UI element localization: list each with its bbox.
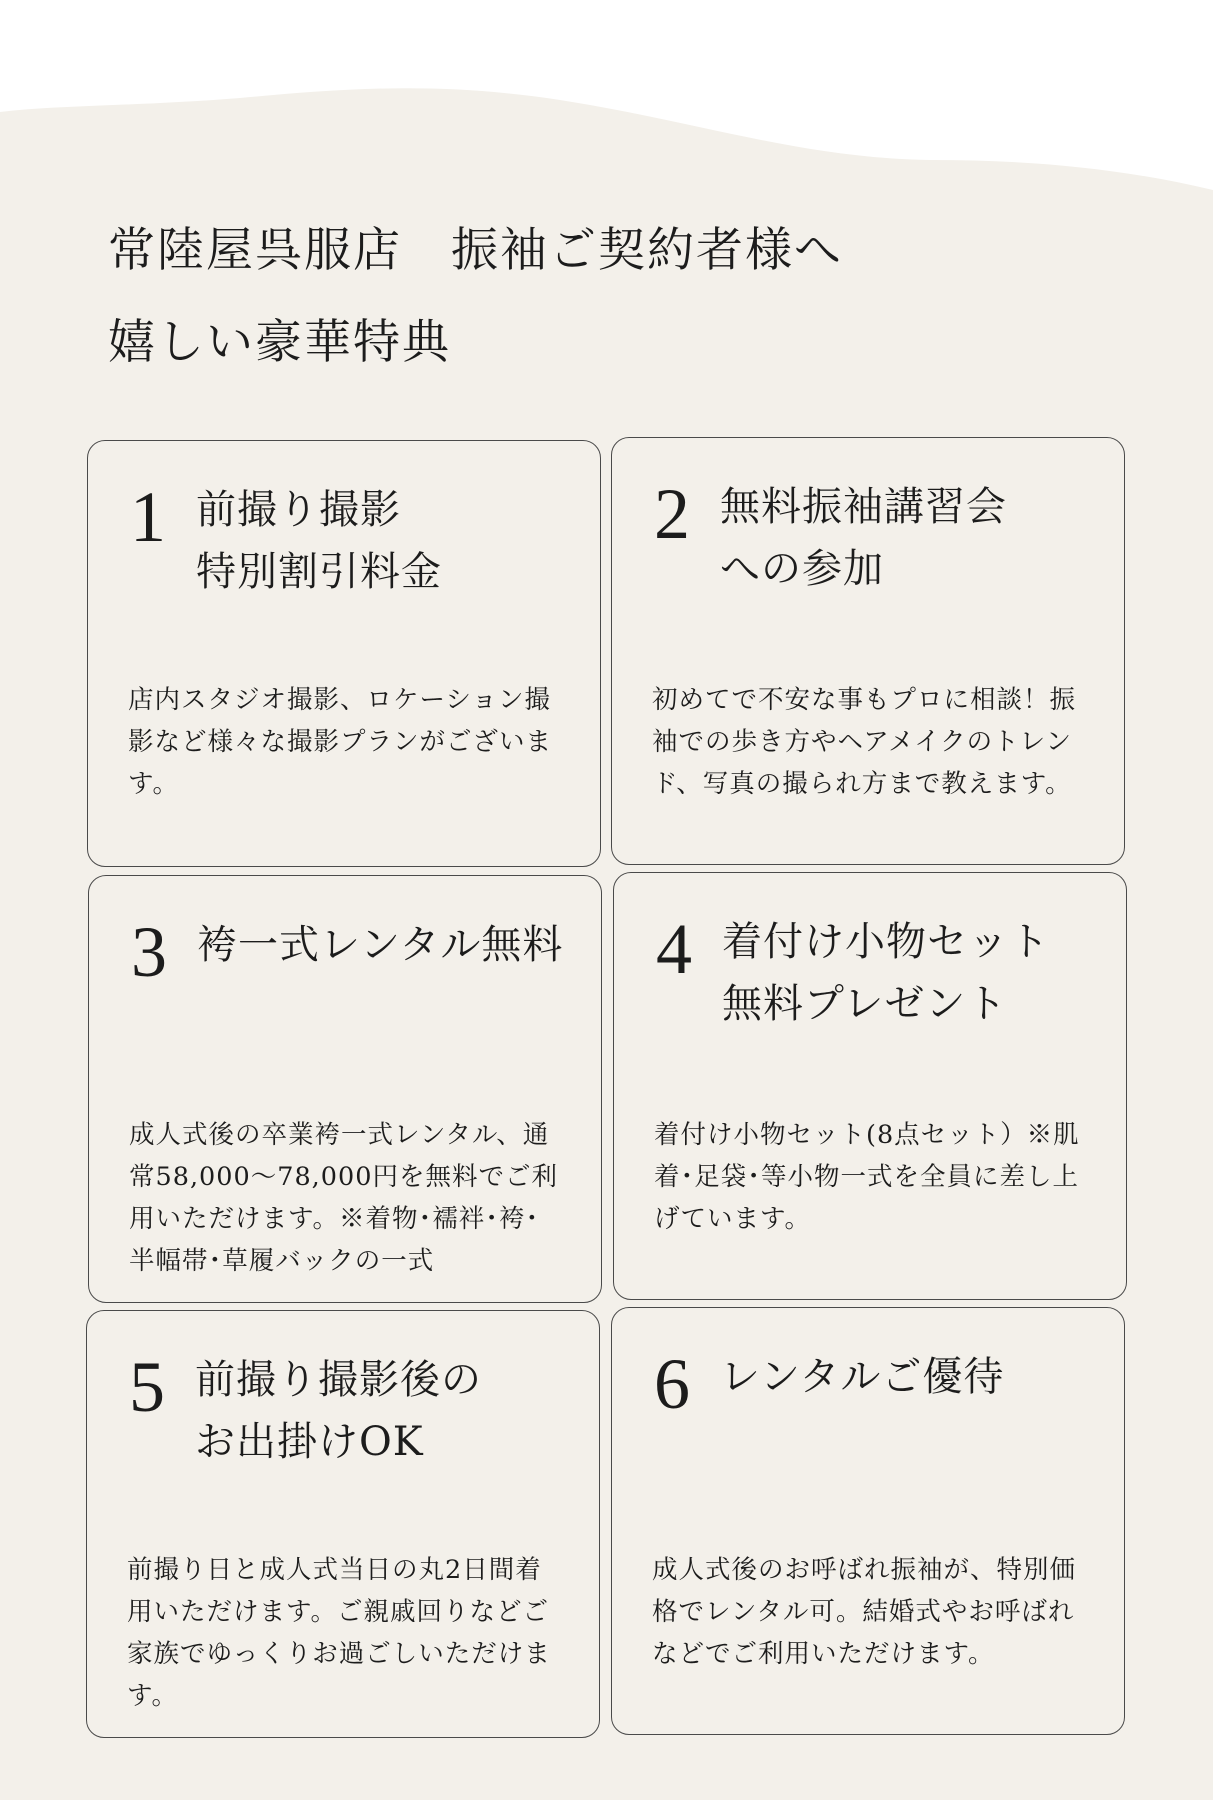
benefit-card-3 xyxy=(88,875,602,1303)
card-number: 1 xyxy=(130,477,166,557)
top-wave-decoration xyxy=(0,0,1213,240)
card-title-line-1: レンタルご優待 xyxy=(720,1354,1005,1400)
benefit-card-6 xyxy=(611,1307,1125,1735)
benefit-card-1 xyxy=(87,440,601,867)
card-number: 4 xyxy=(656,909,692,989)
card-title xyxy=(196,479,442,603)
header-line-2: 嬉しい豪華特典 xyxy=(108,315,451,370)
card-description: 成人式後のお呼ばれ振袖が、特別価格でレンタル可。結婚式やお呼ばれなどでご利用いただけます。 xyxy=(652,1555,1077,1669)
card-title-line-2: 特別割引料金 xyxy=(196,549,442,595)
card-title-line-2: への参加 xyxy=(720,546,884,592)
card-description: 店内スタジオ撮影、ロケーション撮影など様々な撮影プランがございます。 xyxy=(128,685,553,799)
card-title-line-1: 前撮り撮影後の xyxy=(195,1357,482,1403)
page-header xyxy=(108,205,1108,389)
card-description: 成人式後の卒業袴一式レンタル、通常58,000～78,000円を無料でご利用いただけます。※着物･襦袢･袴･半幅帯･草履バックの一式 xyxy=(129,1120,558,1276)
card-title xyxy=(722,911,1050,1035)
card-title-line-1: 着付け小物セット xyxy=(722,919,1050,965)
card-title-line-1: 無料振袖講習会 xyxy=(720,484,1007,530)
card-title xyxy=(720,476,1007,600)
card-number: 5 xyxy=(129,1347,165,1427)
card-title-line-1: 前撮り撮影 xyxy=(196,487,401,533)
card-number: 2 xyxy=(654,474,690,554)
card-description: 前撮り日と成人式当日の丸2日間着用いただけます。ご親戚回りなどご家族でゆっくりお過ごしいただけます。 xyxy=(127,1555,551,1711)
header-line-1: 常陸屋呉服店 振袖ご契約者様へ xyxy=(108,223,843,278)
card-title xyxy=(720,1346,1004,1408)
benefit-card-4 xyxy=(613,872,1127,1300)
card-title xyxy=(195,1349,482,1473)
benefit-card-5 xyxy=(86,1310,600,1738)
card-title-line-1: 袴一式レンタル無料 xyxy=(197,922,564,968)
card-title xyxy=(197,914,563,976)
card-number: 6 xyxy=(654,1344,690,1424)
card-description: 初めてで不安な事もプロに相談！振袖での歩き方やヘアメイクのトレンド、写真の撮られ方まで教えます。 xyxy=(652,685,1077,799)
card-title-line-2: お出掛けOK xyxy=(195,1419,424,1465)
card-number: 3 xyxy=(131,912,167,992)
benefit-card-2 xyxy=(611,437,1125,865)
card-description: 着付け小物セット(8点セット）※肌着･足袋･等小物一式を全員に差し上げています。 xyxy=(654,1120,1080,1234)
card-title-line-2: 無料プレゼント xyxy=(722,981,1008,1027)
